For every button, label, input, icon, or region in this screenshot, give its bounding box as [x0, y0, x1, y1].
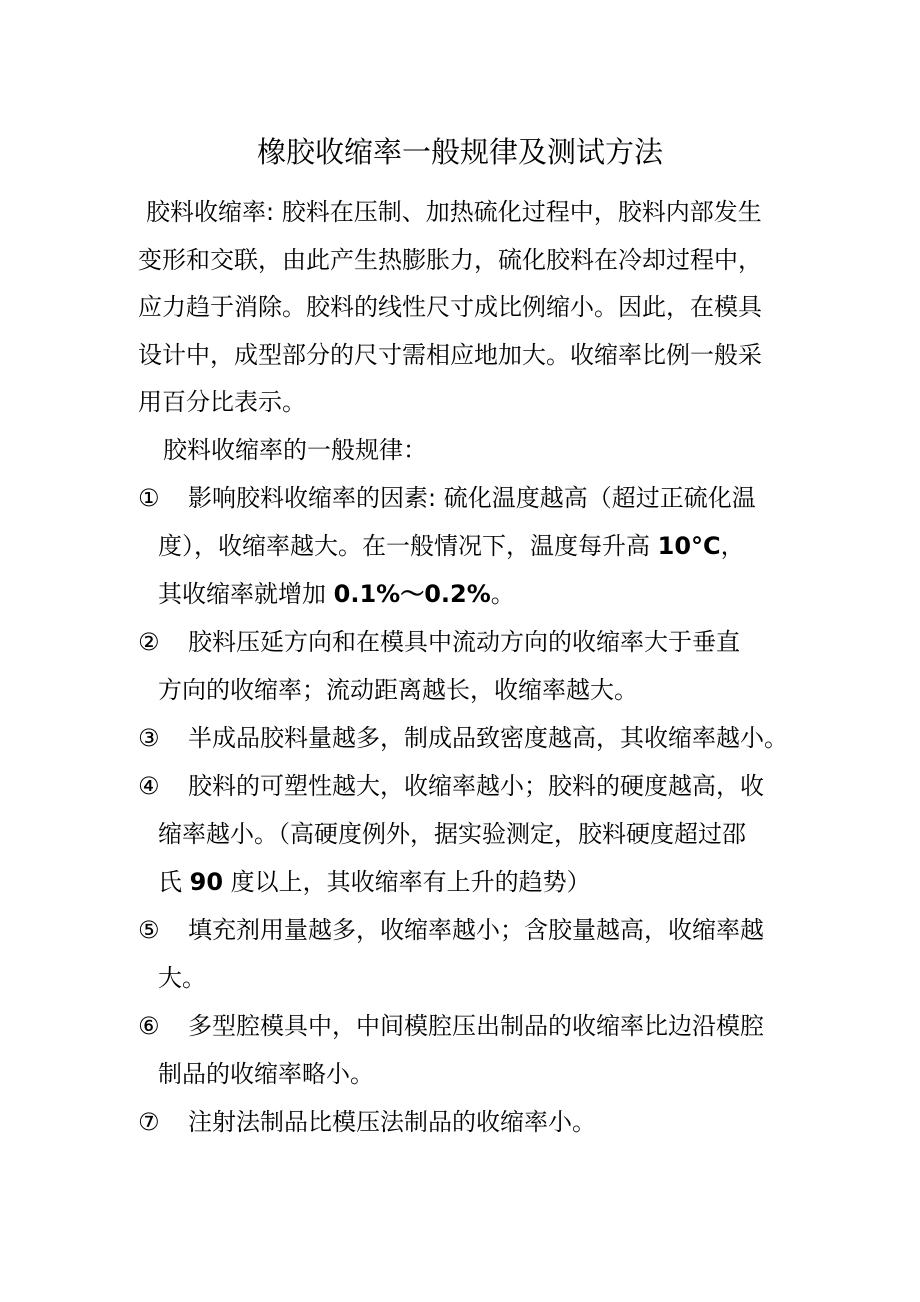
rule-5-line-2: 大。 — [158, 964, 206, 992]
rule-7-number: ⑦ — [138, 1108, 160, 1136]
rule-6-line-1 — [138, 1006, 764, 1046]
page-title: 橡胶收缩率一般规律及测试方法 — [256, 135, 663, 169]
rule-4-line-3 — [158, 862, 591, 902]
rule-1-text-3a: 其收缩率就增加 — [158, 580, 334, 608]
rule-4-line-2: 缩率越小。（高硬度例外，据实验测定，胶料硬度超过邵 — [158, 820, 746, 848]
rule-5-text: 填充剂用量越多，收缩率越小；含胶量越高，收缩率越 — [188, 916, 764, 944]
intro-line-1: 胶料收缩率: 胶料在压制、加热硫化过程中，胶料内部发生 — [146, 198, 762, 226]
rule-1-line-2 — [158, 526, 745, 566]
rule-7-text: 注射法制品比模压法制品的收缩率小。 — [188, 1108, 596, 1136]
rule-2-number: ② — [138, 628, 160, 656]
rule-6-text: 多型腔模具中，中间模腔压出制品的收缩率比边沿模腔 — [188, 1012, 764, 1040]
rule-1-text: 影响胶料收缩率的因素: 硫化温度越高（超过正硫化温 — [188, 484, 756, 512]
rule-6-line-2: 制品的收缩率略小。 — [158, 1060, 374, 1088]
rule-4-hardness-value: 90 — [189, 868, 224, 896]
rule-4-text-3a: 氏 — [158, 868, 190, 896]
rules-heading: 胶料收缩率的一般规律： — [163, 436, 427, 464]
rule-1-line-1 — [138, 478, 756, 518]
rule-1-text-2c: ， — [720, 532, 745, 560]
rule-1-percentage: 0.1%～0.2% — [333, 580, 491, 608]
rule-7-line-1 — [138, 1102, 596, 1142]
rule-6-number: ⑥ — [138, 1012, 160, 1040]
rule-4-text-3c: 度以上，其收缩率有上升的趋势） — [223, 868, 591, 896]
intro-line-2: 变形和交联，由此产生热膨胀力，硫化胶料在冷却过程中， — [138, 246, 762, 274]
rule-1-line-3 — [158, 574, 515, 614]
rule-3-number: ③ — [138, 724, 160, 752]
intro-line-4: 设计中，成型部分的尺寸需相应地加大。收缩率比例一般采 — [138, 341, 762, 369]
rule-4-text: 胶料的可塑性越大，收缩率越小；胶料的硬度越高，收 — [188, 772, 764, 800]
rule-5-number: ⑤ — [138, 916, 160, 944]
rule-1-temperature: 10°C — [657, 532, 721, 560]
rule-3-line-1 — [138, 718, 788, 758]
rule-5-line-1 — [138, 910, 764, 950]
rule-1-text-2a: 度），收缩率越大。在一般情况下，温度每升高 — [158, 532, 658, 560]
rule-1-number: ① — [138, 484, 160, 512]
rule-2-line-2: 方向的收缩率；流动距离越长，收缩率越大。 — [158, 676, 638, 704]
rule-4-number: ④ — [138, 772, 160, 800]
intro-line-3: 应力趋于消除。胶料的线性尺寸成比例缩小。因此，在模具 — [138, 293, 762, 321]
rule-2-text: 胶料压延方向和在模具中流动方向的收缩率大于垂直 — [188, 628, 740, 656]
intro-line-5: 用百分比表示。 — [138, 388, 306, 416]
rule-2-line-1 — [138, 622, 740, 662]
rule-3-text: 半成品胶料量越多，制成品致密度越高，其收缩率越小。 — [188, 724, 788, 752]
rule-1-text-3c: 。 — [490, 580, 515, 608]
rule-4-line-1 — [138, 766, 764, 806]
